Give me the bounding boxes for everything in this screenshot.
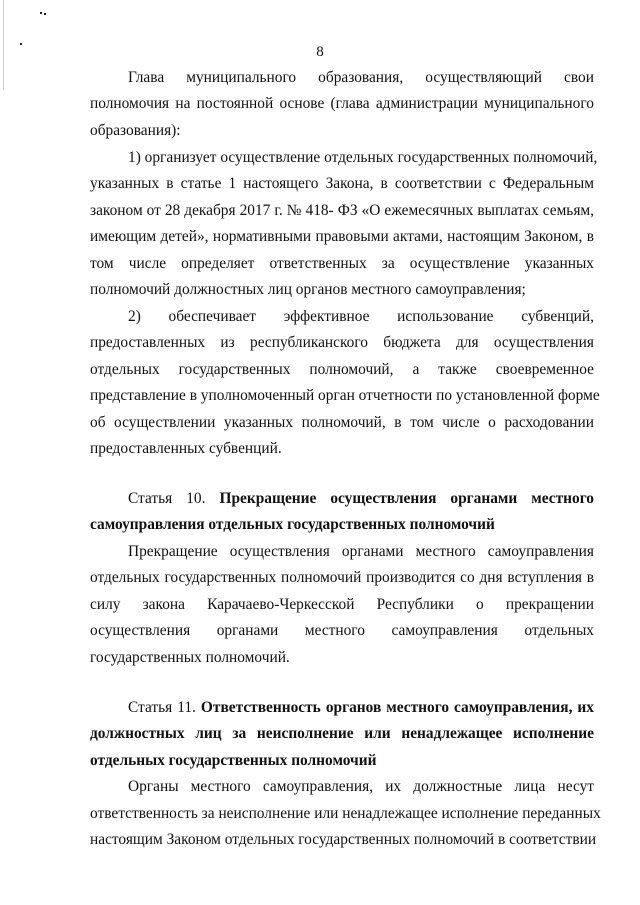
text-line: силу закона Карачаево-Черкесской Республики о прекращении xyxy=(90,596,594,613)
article-title: должностных лиц за неисполнение или ненадлежащее исполнение xyxy=(90,725,594,742)
text-line: 1) организует осуществление отдельных государственных полномочий, xyxy=(128,149,598,166)
article-heading xyxy=(128,489,594,509)
text-line: предоставленных субвенций. xyxy=(90,440,282,457)
text-line: об осуществлении указанных полномочий, в том числе о расходовании xyxy=(90,414,594,431)
text-line: 2) обеспечивает эффективное использование субвенций, xyxy=(128,308,594,325)
article-label: Статья 11. xyxy=(128,699,201,716)
article-title: Ответственность органов местного самоуправления, их xyxy=(200,699,594,716)
text-line: Органы местного самоуправления, их должностные лица несут xyxy=(128,778,594,795)
article-title-continued xyxy=(90,515,594,535)
text-line: полномочий должностных лиц органов местного самоуправления; xyxy=(90,281,526,298)
article-title: самоуправления отдельных государственных полномочий xyxy=(90,516,495,533)
text-line: Прекращение осуществления органами местного самоуправления xyxy=(128,543,594,560)
text-line: отдельных государственных полномочий производится со дня вступления в xyxy=(90,569,594,586)
text-line: законом от 28 декабря 2017 г. № 418- ФЗ «О ежемесячных выплатах семьям, xyxy=(90,202,594,219)
page-number: 8 xyxy=(316,44,324,60)
text-line: Глава муниципального образования, осуществляющий свои xyxy=(128,69,594,86)
article-title: отдельных государственных полномочий xyxy=(90,752,377,769)
article-title-continued xyxy=(90,751,594,771)
text-line: государственных полномочий. xyxy=(90,649,290,666)
text-line: указанных в статье 1 настоящего Закона, в соответствии с Федеральным xyxy=(90,175,594,192)
text-line: отдельных государственных полномочий, а также своевременное xyxy=(90,361,594,378)
text-line: предоставленных из республиканского бюджета для осуществления xyxy=(90,334,594,351)
text-line: представление в уполномоченный орган отчетности по установленной форме xyxy=(90,387,600,404)
text-line: ответственность за неисполнение или ненадлежащее исполнение переданных xyxy=(90,805,601,822)
text-line: настоящим Законом отдельных государственных полномочий в соответствии xyxy=(90,831,597,848)
text-line: осуществления органами местного самоуправления отдельных xyxy=(90,622,594,639)
text-line: имеющим детей», нормативными правовыми актами, настоящим Законом, в xyxy=(90,228,594,245)
scan-mark xyxy=(40,12,42,14)
scan-mark xyxy=(44,13,46,15)
article-heading xyxy=(128,698,594,718)
article-title-continued xyxy=(90,724,594,744)
text-line: образования): xyxy=(90,122,181,139)
article-title: Прекращение осуществления органами местного xyxy=(219,490,594,507)
text-line: том числе определяет ответственных за осуществление указанных xyxy=(90,255,594,272)
article-label: Статья 10. xyxy=(128,490,220,507)
text-line: полномочия на постоянной основе (глава администрации муниципального xyxy=(90,95,594,112)
